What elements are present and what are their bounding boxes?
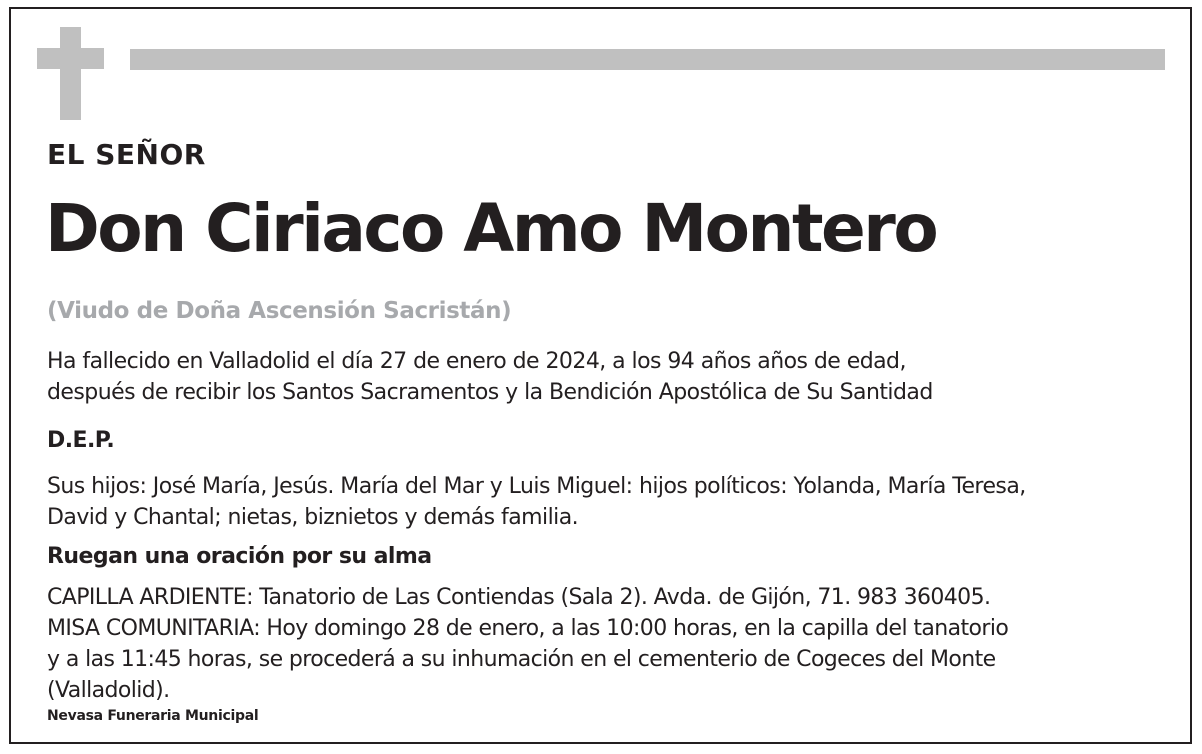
death-line: Ha fallecido en Valladolid el día 27 de enero de 2024, a los 94 años años de edad, — [47, 349, 906, 374]
death-paragraph — [47, 346, 933, 408]
rip-text: D.E.P. — [47, 428, 115, 453]
service-paragraph — [47, 582, 1008, 706]
family-line: Sus hijos: José María, Jesús. María del Mar y Luis Miguel: hijos políticos: Yolanda, María Teresa, — [47, 474, 1026, 499]
deceased-name: Don Ciriaco Amo Montero — [45, 190, 937, 267]
cross-icon-arm — [37, 48, 104, 69]
header-rule — [130, 49, 1165, 70]
family-paragraph — [47, 471, 1026, 533]
prayer-request: Ruegan una oración por su alma — [47, 544, 432, 569]
death-line: después de recibir los Santos Sacramentos y la Bendición Apostólica de Su Santidad — [47, 380, 933, 405]
service-line: MISA COMUNITARIA: Hoy domingo 28 de enero, a las 10:00 horas, en la capilla del tanatorio — [47, 616, 1009, 641]
funeral-home: Nevasa Funeraria Municipal — [47, 708, 259, 724]
family-line: David y Chantal; nietas, biznietos y demás familia. — [47, 505, 579, 530]
cross-icon — [60, 27, 81, 120]
service-line: y a las 11:45 horas, se procederá a su inhumación en el cementerio de Cogeces del Monte — [47, 647, 996, 672]
service-line: (Valladolid). — [47, 678, 170, 703]
service-line: CAPILLA ARDIENTE: Tanatorio de Las Contiendas (Sala 2). Avda. de Gijón, 71. 983 360405. — [47, 585, 991, 610]
honorific: EL SEÑOR — [47, 138, 206, 171]
widow-note: (Viudo de Doña Ascensión Sacristán) — [47, 298, 512, 324]
